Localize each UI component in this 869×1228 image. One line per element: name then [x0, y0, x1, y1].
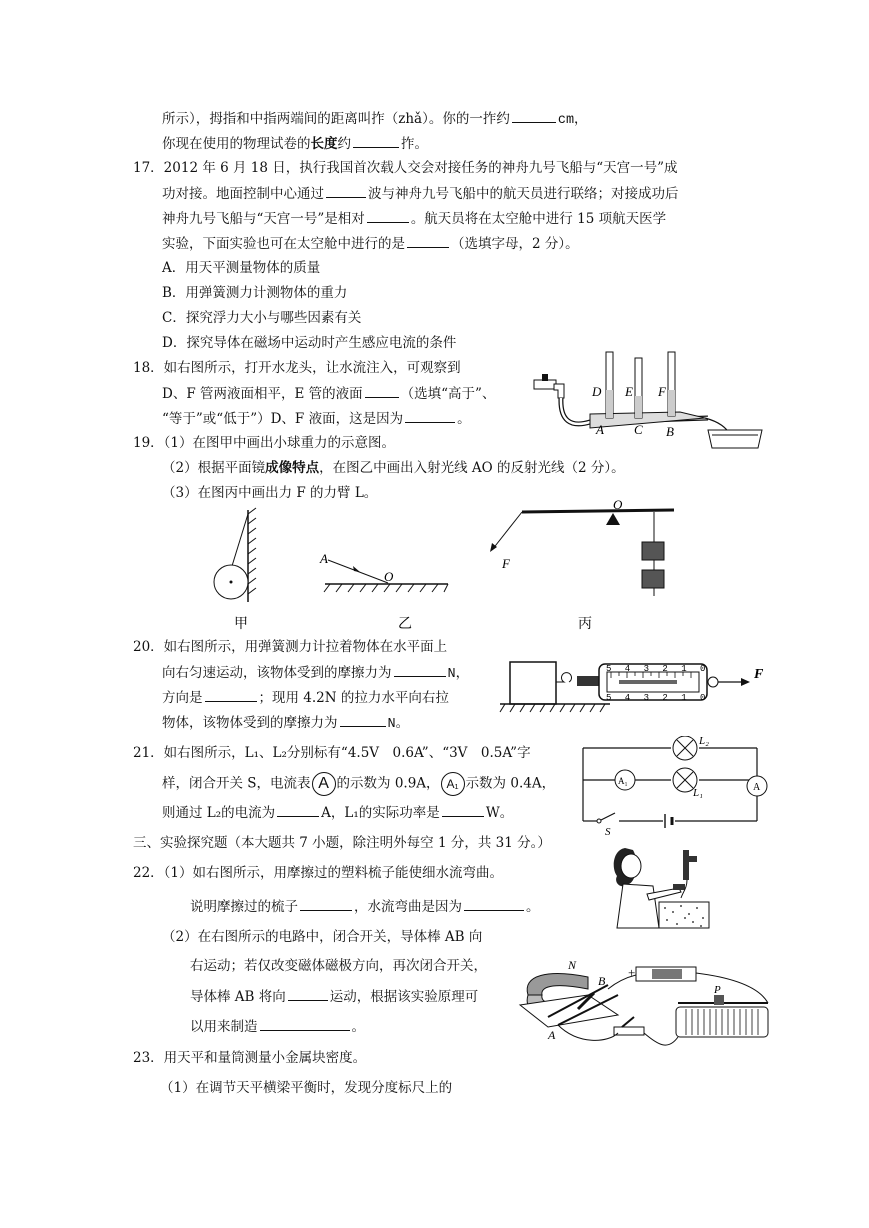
q20-line1: 20．如右图所示，用弹簧测力计拉着物体在水平面上 [133, 639, 448, 655]
label-d: D [592, 384, 602, 399]
label-a: A [320, 551, 328, 566]
ammeter-a-symbol: A [312, 772, 336, 796]
q18-blank-1[interactable] [365, 383, 399, 398]
q17-option-c: C．探究浮力大小与哪些因素有关 [162, 310, 362, 326]
q20-spring-scale-diagram [495, 652, 775, 722]
q17-option-b: B．用弹簧测力计测物体的重力 [162, 285, 348, 301]
q20-blank-2[interactable] [205, 687, 257, 702]
switch-icon [614, 1027, 644, 1035]
faucet-icon [534, 374, 564, 398]
q21-circuit-diagram [575, 736, 775, 836]
caption-bing: 丙 [578, 617, 592, 632]
label-b: B [666, 424, 674, 439]
q22-blank-4[interactable] [260, 1016, 350, 1031]
q22-line6: 以用来制造 。 [190, 1016, 365, 1037]
q22-blank-1[interactable] [300, 896, 352, 911]
q16-blank-2[interactable] [353, 133, 399, 148]
figure-bing [490, 500, 674, 596]
q17-line1: 17．2012 年 6 月 18 日，执行我国首次载人交会对接任务的神舟九号飞船与“天宫一号”成 [133, 160, 678, 176]
q18-line2: D、F 管两液面相平，E 管的液面 （选填“高于”、 [162, 383, 495, 404]
label-o: O [613, 500, 623, 512]
label-n: N [568, 958, 577, 972]
label-l2: L₂ [699, 736, 709, 747]
q23-line2: （1）在调节天平横梁平衡时，发现分度标尺上的 [160, 1080, 453, 1096]
label-f: F [502, 556, 510, 571]
ammeter-a-label: A [753, 782, 761, 793]
q21-line3: 则通过 L₂的电流为 A，L₁的实际功率是 W。 [162, 802, 513, 823]
scale-bottom-label: 5 4 3 2 1 0 [606, 693, 710, 703]
q17-line2: 功对接。地面控制中心通过 波与神舟九号飞船中的航天员进行联络；对接成功后 [162, 183, 679, 204]
q17-blank-2[interactable] [367, 208, 409, 223]
q22-rail-circuit-diagram [518, 955, 788, 1060]
q19-line2: （2）根据平面镜成像特点，在图乙中画出入射光线 AO 的反射光线（2 分）。 [162, 460, 625, 476]
label-c: C [634, 422, 643, 437]
q17-line3: 神舟九号飞船与“天宫一号”是相对 。航天员将在太空舱中进行 15 项航天医学 [162, 208, 666, 229]
label-f: F [754, 667, 764, 682]
q20-blank-3[interactable] [340, 712, 386, 727]
q16-line2: 你现在使用的物理试卷的长度约 拃。 [162, 133, 428, 154]
girl-comb-water-illustration [603, 840, 711, 930]
q21-line1: 21．如右图所示，L₁、L₂分别标有“4.5V 0.6A”、“3V 0.5A”字 [133, 745, 531, 761]
q16-line1: 所示），拇指和中指两端间的距离叫拃（zhǎ）。你的一拃约 cm， [162, 108, 588, 131]
q17-option-a: A．用天平测量物体的质量 [162, 260, 321, 276]
q20-line2: 向右匀速运动，该物体受到的摩擦力为 N， [162, 662, 469, 685]
q18-line1: 18．如右图所示，打开水龙头，让水流注入，可观察到 [133, 360, 461, 376]
label-s: S [605, 826, 611, 836]
q21-line2: 样，闭合开关 S，电流表 A 的示数为 0.9A， A₁ 示数为 0.4A， [162, 772, 555, 796]
figure-yi [319, 551, 448, 592]
q19-line3: （3）在图丙中画出力 F 的力臂 L。 [162, 485, 378, 501]
q16-blank-1[interactable] [512, 108, 556, 123]
q20-line3: 方向是 ；现用 4.2N 的拉力水平向右拉 [162, 687, 449, 708]
label-b: B [598, 974, 606, 988]
caption-yi: 乙 [398, 617, 412, 632]
q22-blank-2[interactable] [464, 896, 524, 911]
caption-jia: 甲 [234, 617, 248, 632]
block [510, 662, 556, 704]
q18-blank-2[interactable] [405, 408, 455, 423]
q20-line4: 物体，该物体受到的摩擦力为 N。 [162, 712, 409, 735]
q17-line4: 实验，下面实验也可在太空舱中进行的是 （选填字母，2 分）。 [162, 233, 579, 254]
q20-blank-1[interactable] [394, 662, 446, 677]
q23-line1: 23．用天平和量筒测量小金属块密度。 [133, 1050, 367, 1066]
q22-blank-3[interactable] [288, 986, 328, 1001]
q22-line4: 右运动；若仅改变磁体磁极方向，再次闭合开关， [190, 958, 487, 974]
q18-tube-diagram [530, 350, 770, 450]
label-plus: + [628, 965, 636, 980]
figure-jia [214, 508, 256, 602]
section-3-heading: 三、实验探究题（本大题共 7 小题，除注明外每空 1 分，共 31 分。） [133, 835, 551, 851]
q22-line2: 说明摩擦过的梳子 ，水流弯曲是因为 。 [190, 896, 540, 917]
ammeter-a1-symbol: A₁ [441, 772, 465, 796]
q22-line5: 导体棒 AB 将向 运动，根据该实验原理可 [190, 986, 478, 1007]
q18-line3: “等于”或“低于”）D、F 液面，这是因为 。 [162, 408, 471, 429]
q17-blank-1[interactable] [326, 183, 366, 198]
label-a: A [596, 422, 604, 437]
label-p: P [714, 984, 721, 996]
q19-figures [200, 500, 680, 635]
q19-line1: 19．（1）在图甲中画出小球重力的示意图。 [133, 435, 396, 451]
q21-blank-1[interactable] [277, 802, 319, 817]
label-a: A [548, 1028, 556, 1042]
q22-line1: 22．（1）如右图所示，用摩擦过的塑料梳子能使细水流弯曲。 [133, 865, 504, 881]
q21-blank-2[interactable] [442, 802, 484, 817]
label-f: F [658, 384, 666, 399]
ammeter-a1-label: A₁ [618, 776, 628, 786]
label-o: O [384, 569, 394, 584]
q17-blank-3[interactable] [407, 233, 449, 248]
q17-option-d: D．探究导体在磁场中运动时产生感应电流的条件 [162, 335, 457, 351]
label-e: E [625, 384, 633, 399]
q22-line3: （2）在右图所示的电路中，闭合开关，导体棒 AB 向 [162, 929, 483, 945]
label-l1: L₁ [693, 787, 703, 799]
scale-top-label: 5 4 3 2 1 0 [606, 664, 710, 674]
